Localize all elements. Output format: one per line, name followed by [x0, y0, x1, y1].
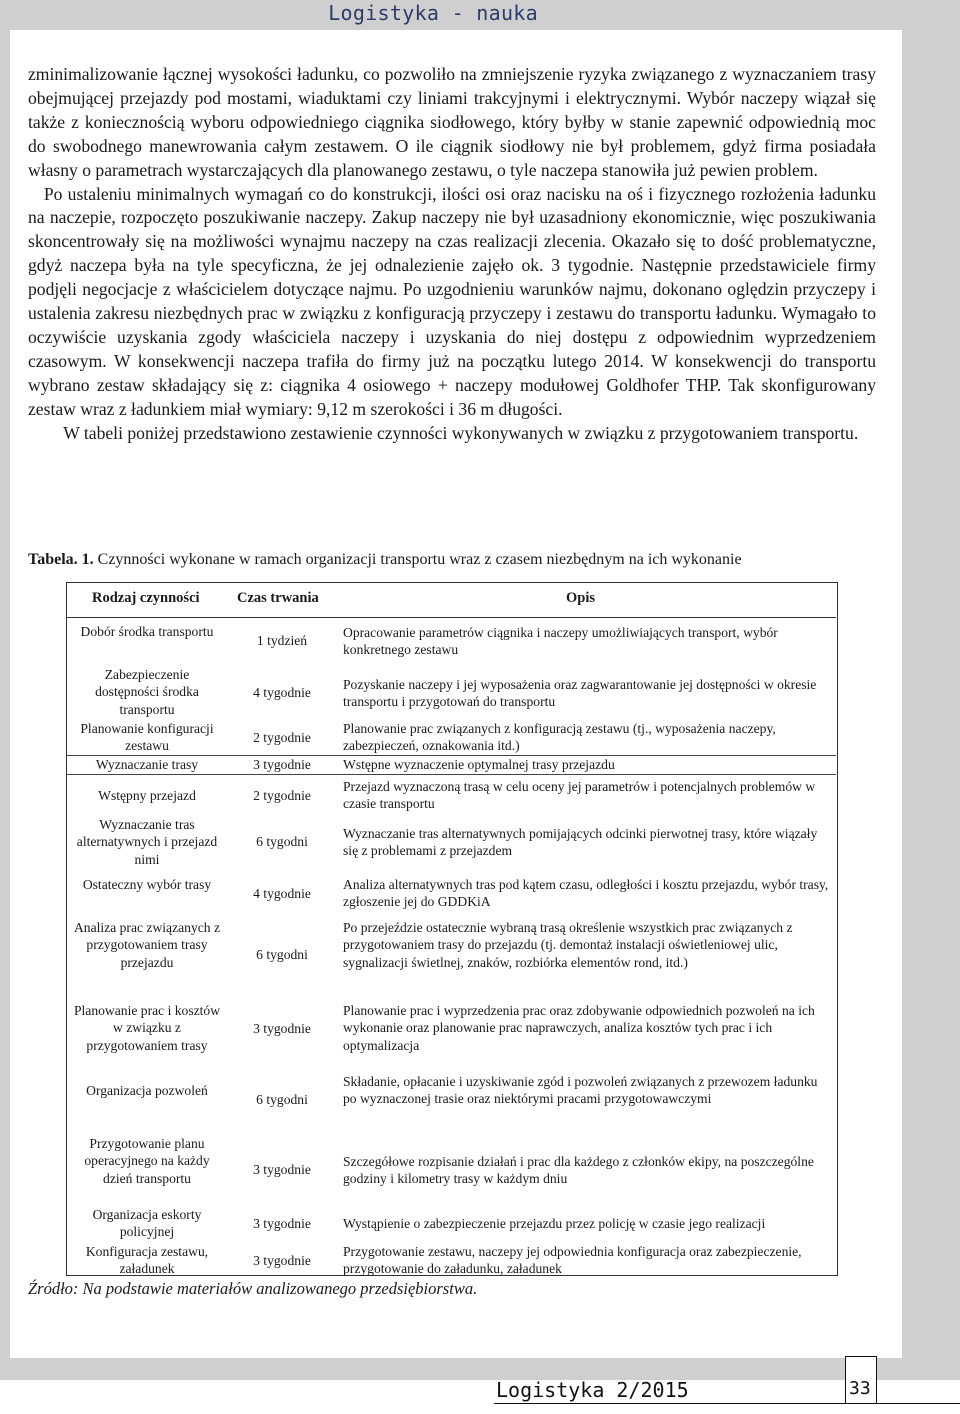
duration-cell: 1 tydzień: [256, 633, 308, 648]
duration-cell: 6 tygodni: [256, 947, 308, 962]
activity-cell: Organizacja pozwoleń: [86, 1083, 208, 1098]
duration-cell: 3 tygodnie: [253, 1216, 311, 1231]
description-cell: Planowanie prac związanych z konfiguracją zestawu (tj., wyposażenia naczepy, zabezpieczeń, oznakowania itd.): [343, 721, 776, 754]
activity-cell: Wyznaczanie tras alternatywnych i przejazd nimi: [76, 817, 218, 867]
duration-cell: 3 tygodnie: [253, 757, 311, 772]
activity-cell: Wyznaczanie trasy: [95, 757, 199, 772]
activity-cell: Dobór środka transportu: [80, 624, 214, 639]
description-cell: Po przejeździe ostatecznie wybraną trasą określenie wszystkich prac związanych z przygotowaniem trasy do przejazdu (tj. demontaż instalacji oświetleniowej ulic, sygnalizacji świetlnej, znaków, rozbiórka elementów rond, itd.): [343, 920, 793, 970]
description-cell: Wstępne wyznaczenie optymalnej trasy przejazdu: [343, 757, 615, 772]
activity-cell: Przygotowanie planu operacyjnego na każdy dzień transportu: [84, 1136, 210, 1186]
activity-cell: Analiza prac związanych z przygotowaniem trasy przejazdu: [73, 920, 221, 970]
description-cell: Wystąpienie o zabezpieczenie przejazdu przez policję w czasie jego realizacji: [343, 1216, 766, 1231]
description-cell: Analiza alternatywnych tras pod kątem czasu, odległości i kosztu przejazdu, wybór trasy, zgłoszenie jej do GDDKiA: [343, 877, 829, 910]
duration-cell: 3 tygodnie: [253, 1021, 311, 1036]
activity-cell: Planowanie prac i kosztów w związku z przygotowaniem trasy: [73, 1003, 221, 1053]
activity-cell: Wstępny przejazd: [98, 788, 196, 803]
paragraph-1: zminimalizowanie łącznej wysokości ładunku, co pozwoliło na zmniejszenie ryzyka związanego z wyznaczaniem trasy obejmującej przejazdy pod mostami, wiaduktami czy liniami trakcyjnymi i elektrycznymi. Wybór naczepy wiązał się także z koniecznością wyboru odpowiedniego ciągnika siodłowego, który byłby w stanie zapewnić odpowiednią moc do swobodnego manewrowania całym zestawem. O ile ciągnik siodłowy nie był problemem, gdyż firma posiadała własny o parametrach wystarczających dla planowanego zestawu, o tyle naczepa stanowiła już pewien problem.: [28, 64, 876, 180]
activity-cell: Konfiguracja zestawu, załadunek: [85, 1244, 209, 1277]
description-cell: Pozyskanie naczepy i jej wyposażenia oraz zagwarantowanie jej dostępności w okresie transportu i przygotowań do transportu: [343, 677, 817, 710]
description-cell: Planowanie prac i wyprzedzenia prac oraz zdobywanie odpowiednich pozwoleń na ich wykonanie oraz planowanie prac naprawczych, analiza kosztów tych prac i ich optymalizacja: [343, 1003, 815, 1053]
column-header-description: Opis: [566, 590, 596, 606]
paragraph-2: Po ustaleniu minimalnych wymagań co do konstrukcji, ilości osi oraz nacisku na oś i fizycznego rozłożenia ładunku na naczepie, rozpoczęto poszukiwanie naczepy. Zakup naczepy nie był uzasadniony ekonomicznie, więc poszukiwania skoncentrowały się na możliwości wynajmu naczepy na czas realizacji zlecenia. Okazało się to dość problematyczne, gdyż naczepa była na tyle specyficzna, że jej odnalezienie zajęło ok. 3 tygodnie. Następnie przedstawiciele firmy podjęli negocjacje z właścicielem dotyczące najmu. Po uzgodnieniu warunków najmu, dokonano oględzin przyczepy i ustalenia zakresu niezbędnych prac w związku z konfiguracją przyczepy i zestawu do transportu ładunku. Wymagało to oczywiście uzyskania zgody właściciela naczepy i uzyskania do niej dostępu z odpowiednim wyprzedzeniem czasowym. W konsekwencji naczepa trafiła do firmy już na początku lutego 2014. W konsekwencji do transportu wybrano zestaw składający się z: ciągnika 4 osiowego + naczepy modułowej Goldhofer THP. Tak skonfigurowany zestaw wraz z ładunkiem miał wymiary: 9,12 m szerokości i 36 m długości.: [28, 183, 876, 419]
activity-cell: Planowanie konfiguracji zestawu: [80, 721, 214, 754]
table-caption-label: Tabela. 1.: [28, 551, 94, 568]
table-caption: [28, 551, 908, 569]
duration-cell: 2 tygodnie: [253, 730, 311, 745]
row-divider: [67, 774, 836, 775]
header-divider: [67, 617, 836, 618]
duration-cell: 4 tygodnie: [253, 886, 311, 901]
left-margin-band: [0, 30, 10, 1360]
column-header-activity: Rodzaj czynności: [92, 590, 200, 606]
activity-cell: Organizacja eskorty policyjnej: [92, 1207, 202, 1240]
journal-section-title: Logistyka - nauka: [328, 1, 538, 25]
duration-cell: 6 tygodni: [256, 834, 308, 849]
footer-underline: [494, 1403, 960, 1404]
paragraph-3: W tabeli poniżej przedstawiono zestawienie czynności wykonywanych w związku z przygotowaniem transportu.: [63, 422, 859, 443]
duration-cell: 4 tygodnie: [253, 685, 311, 700]
description-cell: Szczegółowe rozpisanie działań i prac dla każdego z członków ekipy, na poszczególne godziny i kilometry trasy w każdym dniu: [343, 1154, 814, 1187]
description-cell: Przygotowanie zestawu, naczepy jej odpowiednia konfiguracja oraz zabezpieczenie, przygotowanie do załadunku, załadunek: [343, 1244, 802, 1277]
duration-cell: 6 tygodni: [256, 1092, 308, 1107]
description-cell: Składanie, opłacanie i uzyskiwanie zgód i pozwoleń związanych z przewozem ładunku po wyznaczonej trasie oraz niektórymi pracami przygotowawczymi: [343, 1074, 818, 1107]
activity-cell: Zabezpieczenie dostępności środka transportu: [95, 667, 199, 717]
description-cell: Przejazd wyznaczoną trasą w celu oceny jej parametrów i potencjalnych problemów w czasie transportu: [343, 779, 816, 812]
description-cell: Wyznaczanie tras alternatywnych pomijających odcinki pierwotnej trasy, które wiązały się z problemami z przejazdem: [343, 826, 818, 859]
activity-cell: Ostateczny wybór trasy: [82, 877, 212, 892]
page-number: 33: [849, 1378, 871, 1399]
right-margin-band: [902, 30, 960, 1360]
duration-cell: 3 tygodnie: [253, 1162, 311, 1177]
journal-issue-title: Logistyka 2/2015: [496, 1378, 689, 1402]
article-body: [28, 63, 876, 446]
description-cell: Opracowanie parametrów ciągnika i naczepy umożliwiających transport, wybór konkretnego zestawu: [343, 625, 778, 658]
duration-cell: 3 tygodnie: [253, 1253, 311, 1268]
duration-cell: 2 tygodnie: [253, 788, 311, 803]
table-source-note: Źródło: Na podstawie materiałów analizowanego przedsiębiorstwa.: [28, 1279, 478, 1298]
column-header-duration: Czas trwania: [237, 590, 319, 606]
table-caption-text: Czynności wykonane w ramach organizacji transportu wraz z czasem niezbędnym na ich wykonanie: [97, 551, 742, 568]
footer-band: [0, 1358, 960, 1380]
